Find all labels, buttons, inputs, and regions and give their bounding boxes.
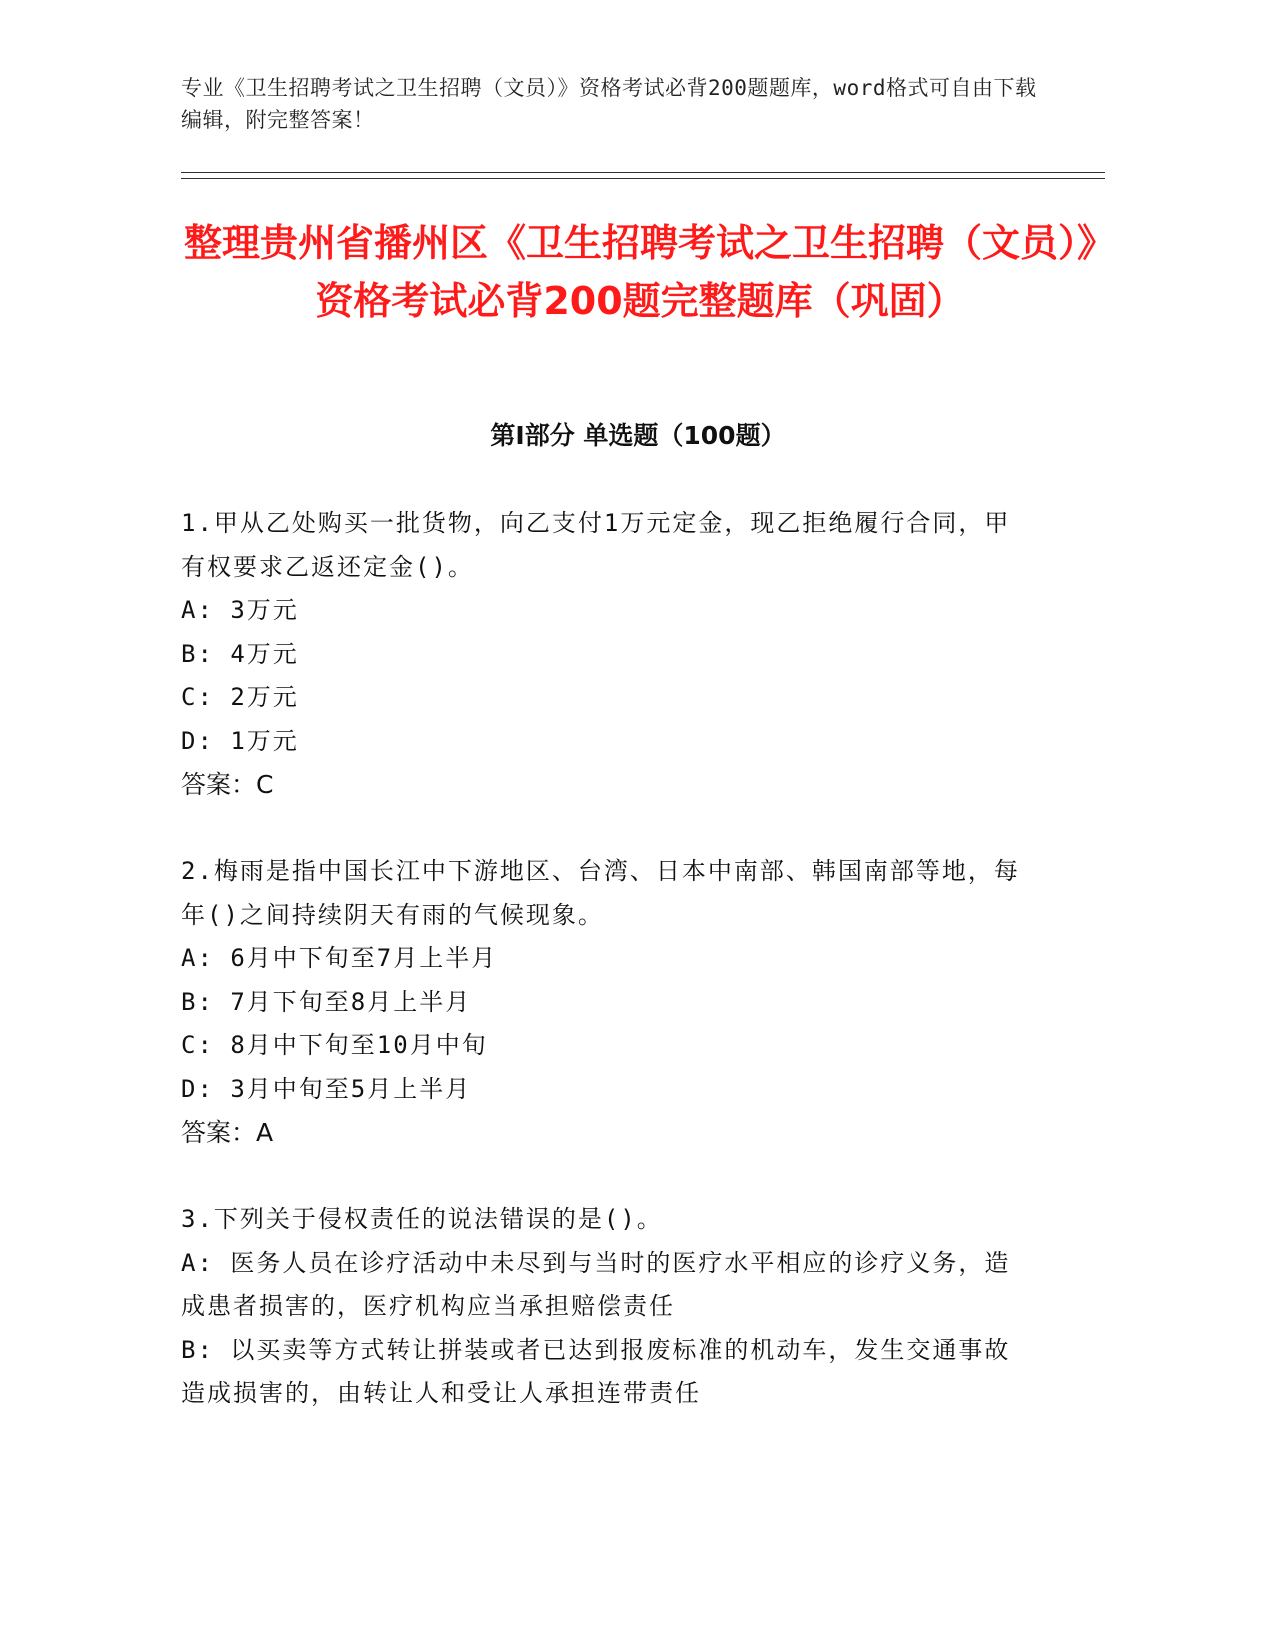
header-rule-bottom <box>181 178 1105 179</box>
option-b: B: 以买卖等方式转让拼装或者已达到报废标准的机动车，发生交通事故造成损害的，由转让人和受让人承担连带责任 <box>181 1335 1011 1407</box>
option-a: A: 3万元 <box>181 596 299 624</box>
option-d: D: 1万元 <box>181 726 299 755</box>
document-title: 整理贵州省播州区《卫生招聘考试之卫生招聘（文员）》资格考试必背200题完整题库（巩固） <box>183 221 1096 323</box>
question-spacer <box>181 807 1031 851</box>
option-c: C: 8月中下旬至10月中旬 <box>181 1031 488 1059</box>
option-a: A: 6月中下旬至7月上半月 <box>181 944 498 972</box>
question-item <box>181 502 1031 807</box>
option-b: B: 7月下旬至8月上半月 <box>181 987 472 1016</box>
answer: 答案：C <box>181 770 274 799</box>
option-c: C: 2万元 <box>181 683 299 711</box>
option-b: B: 4万元 <box>181 639 299 668</box>
question-stem: 3.下列关于侵权责任的说法错误的是()。 <box>181 1205 663 1233</box>
option-d: D: 3月中旬至5月上半月 <box>181 1074 472 1103</box>
header-note: 专业《卫生招聘考试之卫生招聘（文员）》资格考试必背200题题库，word格式可自由下载编辑，附完整答案！ <box>181 76 1037 132</box>
question-item <box>181 1198 1031 1416</box>
option-a: A: 医务人员在诊疗活动中未尽到与当时的医疗水平相应的诊疗义务，造成患者损害的，医疗机构应当承担赔偿责任 <box>181 1248 1011 1320</box>
header-rule-top <box>181 172 1105 173</box>
question-stem: 2.梅雨是指中国长江中下游地区、台湾、日本中南部、韩国南部等地，每年()之间持续阴天有雨的气候现象。 <box>181 857 1020 929</box>
question-list <box>181 502 1031 1416</box>
question-stem: 1.甲从乙处购买一批货物，向乙支付1万元定金，现乙拒绝履行合同，甲有权要求乙返还定金()。 <box>181 509 1011 581</box>
question-item <box>181 850 1031 1155</box>
section-title: 第Ⅰ部分 单选题（100题） <box>490 421 786 450</box>
answer: 答案：A <box>181 1118 274 1147</box>
question-spacer <box>181 1155 1031 1199</box>
